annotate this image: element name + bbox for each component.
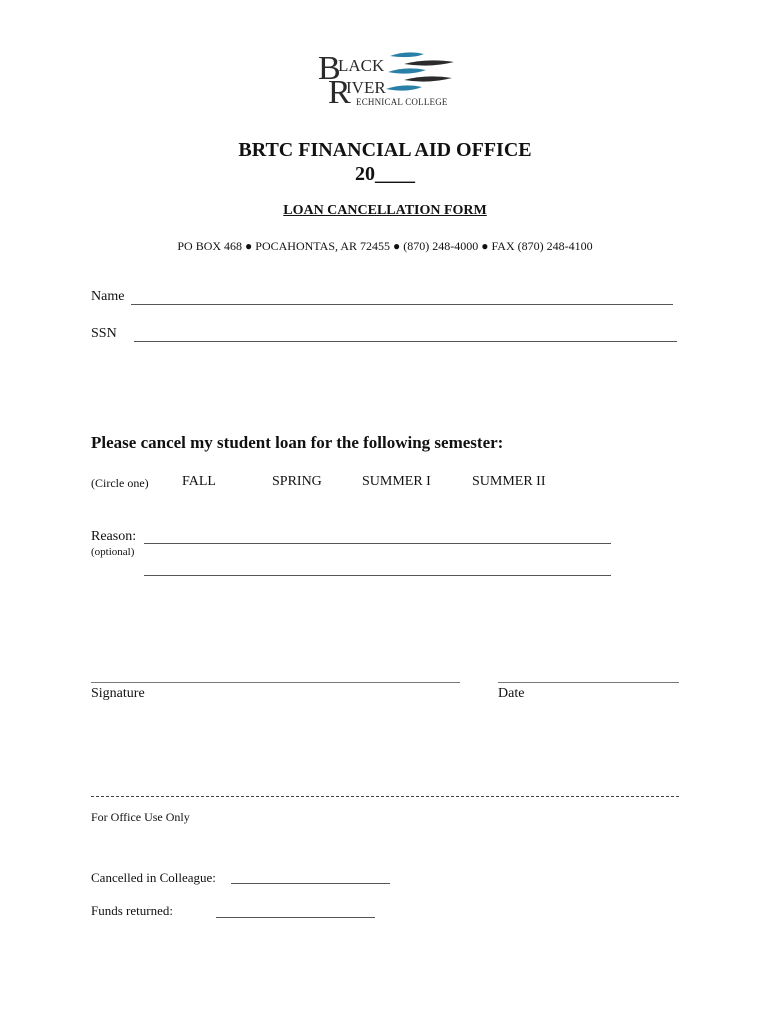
name-field[interactable] [131,304,673,305]
logo-initial-r: R [328,74,351,111]
college-logo [318,48,463,111]
year-field: 20____ [355,163,415,185]
logo-line-2: IVER [346,78,386,97]
semester-option-summer-i[interactable]: SUMMER I [362,474,431,489]
logo-initial-b: B [318,50,341,87]
name-label: Name [91,289,125,304]
logo-line-3: ECHNICAL COLLEGE [356,97,448,107]
reason-field-line-2[interactable] [144,575,611,576]
ssn-label: SSN [91,326,117,341]
date-label: Date [498,686,525,701]
semester-heading: Please cancel my student loan for the following semester: [91,433,504,452]
signature-label: Signature [91,686,145,701]
date-field[interactable] [498,682,679,683]
signature-field[interactable] [91,682,460,683]
semester-option-fall[interactable]: FALL [182,474,216,489]
reason-label: Reason: [91,529,137,544]
circle-one-instruction: (Circle one) [91,476,149,490]
semester-option-spring[interactable]: SPRING [272,474,322,489]
logo-line-1: LACK [338,56,385,75]
office-use-label: For Office Use Only [91,810,190,824]
reason-field-line-1[interactable] [144,543,611,544]
form-title: LOAN CANCELLATION FORM [283,203,487,218]
contact-address: PO BOX 468 ● POCAHONTAS, AR 72455 ● (870) 248-4000 ● FAX (870) 248-4100 [177,239,593,253]
cancelled-label: Cancelled in Colleague: [91,870,216,885]
funds-returned-label: Funds returned: [91,903,173,918]
cancelled-field[interactable] [231,883,390,884]
office-divider [91,796,679,797]
reason-optional-note: (optional) [91,546,135,558]
river-waves-icon [382,50,462,100]
ssn-field[interactable] [134,341,677,342]
funds-returned-field[interactable] [216,917,375,918]
semester-option-summer-ii[interactable]: SUMMER II [472,474,546,489]
office-title: BRTC FINANCIAL AID OFFICE [238,139,532,161]
